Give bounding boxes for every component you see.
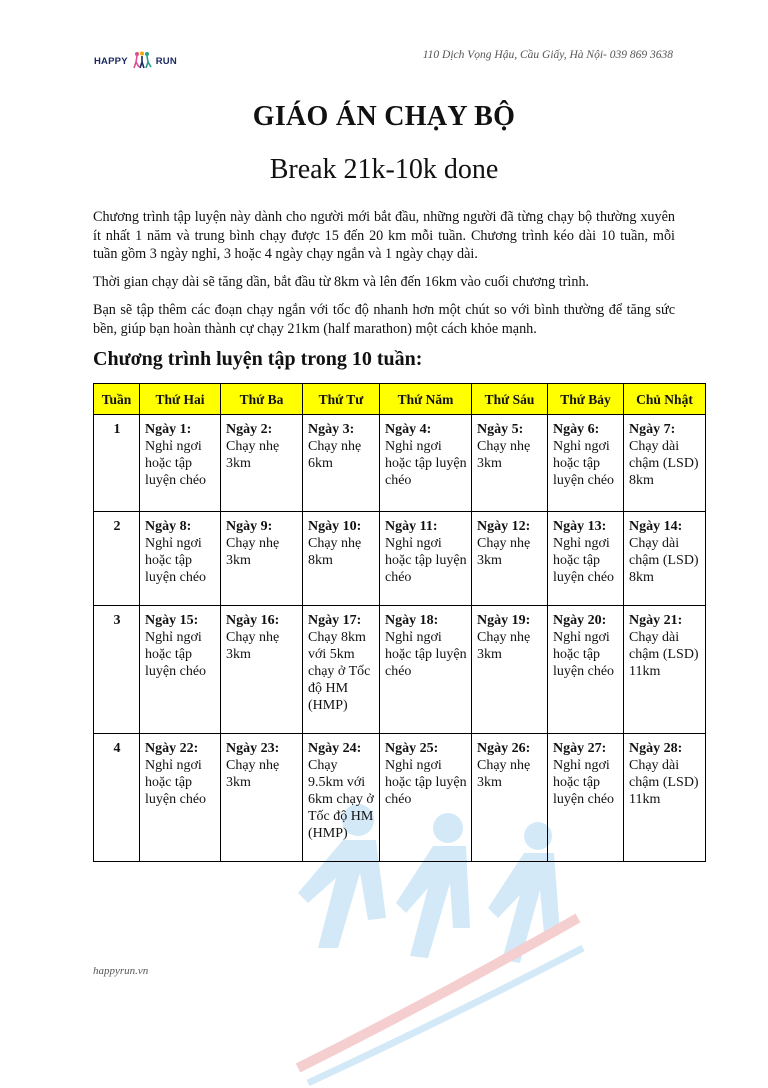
- column-header-monday: Thứ Hai: [140, 384, 221, 415]
- activity-text: Chạy nhẹ 3km: [477, 536, 531, 568]
- day-cell: [140, 734, 221, 862]
- day-label: Ngày 5:: [477, 422, 524, 437]
- table-header-row: [94, 384, 706, 415]
- activity-text: Nghỉ ngơi hoặc tập luyện chéo: [553, 439, 615, 488]
- activity-text: Chạy nhẹ 3km: [226, 630, 280, 662]
- day-label: Ngày 1:: [145, 422, 192, 437]
- activity-text: Nghỉ ngơi hoặc tập luyện chéo: [553, 758, 615, 807]
- day-cell: [624, 734, 706, 862]
- day-label: Ngày 19:: [477, 613, 531, 628]
- activity-text: Chạy nhẹ 3km: [226, 439, 280, 471]
- column-header-saturday: Thứ Bảy: [548, 384, 624, 415]
- column-header-week: Tuần: [94, 384, 140, 415]
- page-title: GIÁO ÁN CHẠY BỘ: [252, 101, 516, 132]
- day-label: Ngày 8:: [145, 519, 192, 534]
- day-label: Ngày 3:: [308, 422, 355, 437]
- day-cell: [221, 734, 303, 862]
- day-label: Ngày 11:: [385, 519, 438, 534]
- day-label: Ngày 10:: [308, 519, 362, 534]
- day-label: Ngày 13:: [553, 519, 607, 534]
- day-cell: [624, 512, 706, 606]
- day-label: Ngày 25:: [385, 741, 439, 756]
- day-label: Ngày 15:: [145, 613, 199, 628]
- header-contact: 110 Dịch Vọng Hậu, Cầu Giấy, Hà Nội- 039 869 3638: [422, 49, 673, 61]
- column-header-tuesday: Thứ Ba: [221, 384, 303, 415]
- table-row: [94, 512, 706, 606]
- day-cell: [380, 606, 472, 734]
- week-cell: 3: [94, 606, 140, 734]
- week-cell: 2: [94, 512, 140, 606]
- week-cell: 4: [94, 734, 140, 862]
- activity-text: Nghỉ ngơi hoặc tập luyện chéo: [145, 439, 207, 488]
- day-label: Ngày 23:: [226, 741, 280, 756]
- page-subtitle: Break 21k-10k done: [269, 154, 499, 185]
- activity-text: Chạy nhẹ 8km: [308, 536, 362, 568]
- day-cell: [548, 606, 624, 734]
- activity-text: Chạy nhẹ 3km: [477, 439, 531, 471]
- logo-word-left: HAPPY: [94, 55, 128, 67]
- activity-text: Nghỉ ngơi hoặc tập luyện chéo: [385, 536, 467, 585]
- activity-text: Nghỉ ngơi hoặc tập luyện chéo: [553, 630, 615, 679]
- day-cell: [303, 512, 380, 606]
- day-cell: [140, 415, 221, 512]
- day-label: Ngày 14:: [629, 519, 683, 534]
- activity-text: Nghỉ ngơi hoặc tập luyện chéo: [385, 439, 467, 488]
- activity-text: Nghỉ ngơi hoặc tập luyện chéo: [145, 630, 207, 679]
- day-label: Ngày 7:: [629, 422, 676, 437]
- column-header-thursday: Thứ Năm: [380, 384, 472, 415]
- activity-text: Nghỉ ngơi hoặc tập luyện chéo: [385, 758, 467, 807]
- day-label: Ngày 12:: [477, 519, 531, 534]
- day-label: Ngày 9:: [226, 519, 273, 534]
- day-cell: [548, 734, 624, 862]
- activity-text: Chạy 8km với 5km chạy ở Tốc độ HM (HMP): [308, 630, 371, 713]
- activity-text: Chạy dài chậm (LSD) 11km: [629, 758, 699, 807]
- training-table: [93, 383, 706, 862]
- day-label: Ngày 21:: [629, 613, 683, 628]
- day-cell: [380, 512, 472, 606]
- column-header-wednesday: Thứ Tư: [303, 384, 380, 415]
- day-cell: [221, 606, 303, 734]
- day-label: Ngày 22:: [145, 741, 199, 756]
- logo-word-right: RUN: [155, 55, 177, 67]
- day-cell: [140, 606, 221, 734]
- day-cell: [140, 512, 221, 606]
- day-cell: [303, 734, 380, 862]
- day-cell: [380, 415, 472, 512]
- day-label: Ngày 26:: [477, 741, 531, 756]
- footer-website: happyrun.vn: [93, 965, 149, 977]
- activity-text: Nghỉ ngơi hoặc tập luyện chéo: [145, 758, 207, 807]
- training-table-container: [93, 383, 705, 862]
- table-row: [94, 415, 706, 512]
- day-cell: [303, 606, 380, 734]
- column-header-sunday: Chủ Nhật: [624, 384, 706, 415]
- activity-text: Chạy nhẹ 3km: [226, 758, 280, 790]
- long-run-paragraph: Thời gian chạy dài sẽ tăng dần, bắt đầu từ 8km và lên đến 16km vào cuối chương trình.: [93, 274, 590, 290]
- day-cell: [221, 512, 303, 606]
- intro-paragraph: Chương trình tập luyện này dành cho người mới bắt đầu, những người đã từng chạy bộ thường xuyên ít nhất 1 năm và trung bình chạy được 15 đến 20 km mỗi tuần. Chương trình kéo dài 10 tuần, mỗi tuần gồm 3 ngày nghỉ, 3 hoặc 4 ngày chạy ngắn và 1 ngày chạy dài.: [93, 209, 675, 262]
- day-label: Ngày 2:: [226, 422, 273, 437]
- day-cell: [548, 415, 624, 512]
- day-cell: [624, 415, 706, 512]
- day-cell: [221, 415, 303, 512]
- activity-text: Chạy nhẹ 3km: [477, 630, 531, 662]
- day-label: Ngày 24:: [308, 741, 362, 756]
- day-cell: [472, 734, 548, 862]
- week-cell: 1: [94, 415, 140, 512]
- activity-text: Nghỉ ngơi hoặc tập luyện chéo: [553, 536, 615, 585]
- runner-logo-icon: [131, 51, 153, 71]
- speed-paragraph: Bạn sẽ tập thêm các đoạn chạy ngắn với tốc độ nhanh hơn một chút so với bình thường để tăng sức bền, giúp bạn hoàn thành cự chạy 21km (half marathon) một cách khỏe mạnh.: [93, 302, 675, 337]
- section-title: Chương trình luyện tập trong 10 tuần:: [93, 348, 423, 370]
- activity-text: Nghỉ ngơi hoặc tập luyện chéo: [385, 630, 467, 679]
- day-label: Ngày 20:: [553, 613, 607, 628]
- day-label: Ngày 6:: [553, 422, 600, 437]
- day-cell: [380, 734, 472, 862]
- brand-logo: [94, 50, 177, 72]
- day-cell: [472, 512, 548, 606]
- day-cell: [303, 415, 380, 512]
- day-label: Ngày 28:: [629, 741, 683, 756]
- day-label: Ngày 16:: [226, 613, 280, 628]
- activity-text: Chạy dài chậm (LSD) 8km: [629, 536, 699, 585]
- day-label: Ngày 18:: [385, 613, 439, 628]
- column-header-friday: Thứ Sáu: [472, 384, 548, 415]
- day-cell: [472, 415, 548, 512]
- activity-text: Chạy nhẹ 3km: [477, 758, 531, 790]
- day-cell: [624, 606, 706, 734]
- day-cell: [548, 512, 624, 606]
- table-row: [94, 606, 706, 734]
- day-label: Ngày 4:: [385, 422, 432, 437]
- day-cell: [472, 606, 548, 734]
- day-label: Ngày 17:: [308, 613, 362, 628]
- day-label: Ngày 27:: [553, 741, 607, 756]
- activity-text: Chạy nhẹ 6km: [308, 439, 362, 471]
- activity-text: Nghỉ ngơi hoặc tập luyện chéo: [145, 536, 207, 585]
- activity-text: Chạy 9.5km với 6km chạy ở Tốc độ HM (HMP): [308, 758, 374, 841]
- activity-text: Chạy dài chậm (LSD) 11km: [629, 630, 699, 679]
- activity-text: Chạy dài chậm (LSD) 8km: [629, 439, 699, 488]
- table-row: [94, 734, 706, 862]
- activity-text: Chạy nhẹ 3km: [226, 536, 280, 568]
